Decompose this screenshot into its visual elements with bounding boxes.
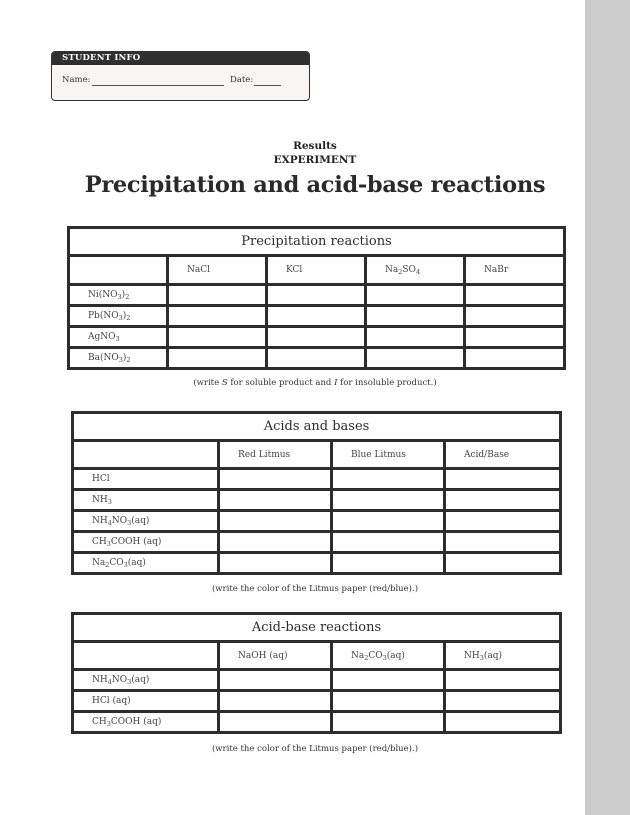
answer-cell[interactable] [445,670,561,691]
precipitation-table [67,226,566,370]
answer-cell[interactable] [445,712,561,733]
answer-cell[interactable] [445,511,561,532]
answer-cell[interactable] [219,469,332,490]
table-row [69,348,565,369]
table-row [73,469,561,490]
column-header-naoh: NaOH (aq) [219,642,332,670]
table-row [69,285,565,306]
answer-cell[interactable] [465,306,565,327]
column-header [73,642,219,670]
table-row [73,712,561,733]
table-row [69,327,565,348]
date-field[interactable] [254,85,281,86]
answer-cell[interactable] [267,285,366,306]
answer-cell[interactable] [332,511,445,532]
table-row [73,532,561,553]
answer-cell[interactable] [219,532,332,553]
table-row [73,511,561,532]
column-header-kcl: KCl [267,256,366,285]
answer-cell[interactable] [267,327,366,348]
row-label-agno3: AgNO$_3$ [69,327,168,348]
answer-cell[interactable] [366,327,465,348]
row-label-ni-no3-2: $Ni(NO_3)_2$ [69,285,168,306]
reactions-note: (write the color of the Litmus paper (red/blue).) [211,744,419,754]
answer-cell[interactable] [332,712,445,733]
litmus-note: (write the color of the Litmus paper (red/blue).) [211,584,419,594]
table-row [73,553,561,574]
column-header-red-litmus: Red Litmus [219,441,332,469]
student-info-header: STUDENT INFO [52,52,309,65]
precipitation-note: (write S for soluble product and I for insoluble product.) [193,378,437,388]
page-title: Precipitation and acid-base reactions [84,172,546,198]
answer-cell[interactable] [445,490,561,511]
right-margin-bar [585,0,630,815]
table-row [69,306,565,327]
acid-base-reactions-caption: Acid-base reactions [73,614,561,642]
answer-cell[interactable] [168,348,267,369]
student-info-box [51,51,310,101]
answer-cell[interactable] [332,670,445,691]
column-header-na2so4: $Na_2SO_4$ [366,256,465,285]
answer-cell[interactable] [219,670,332,691]
answer-cell[interactable] [219,511,332,532]
answer-cell[interactable] [267,306,366,327]
answer-cell[interactable] [445,469,561,490]
column-header-acid-base: Acid/Base [445,441,561,469]
column-header-na2co3: $Na_2CO_3(aq)$ [332,642,445,670]
acid-base-reactions-table [71,612,562,734]
column-header-nabr: NaBr [465,256,565,285]
date-label: Date: [230,75,254,85]
answer-cell[interactable] [366,306,465,327]
answer-cell[interactable] [332,553,445,574]
column-header-nh3: $NH_3(aq)$ [445,642,561,670]
answer-cell[interactable] [219,490,332,511]
answer-cell[interactable] [332,532,445,553]
name-label: Name: [62,75,91,85]
answer-cell[interactable] [168,285,267,306]
answer-cell[interactable] [267,348,366,369]
row-label-ch3cooh: $CH_3COOH$ (aq) [73,532,219,553]
row-label-ba-no3-2: $Ba(NO_3)_2$ [69,348,168,369]
table-row [73,670,561,691]
answer-cell[interactable] [168,306,267,327]
row-label-nh4no3: $NH_4NO_3(aq)$ [73,511,219,532]
section-label: Results [293,140,337,152]
row-label-pb-no3-2: $Pb(NO_3)_2$ [69,306,168,327]
answer-cell[interactable] [332,691,445,712]
answer-cell[interactable] [445,553,561,574]
column-header [73,441,219,469]
row-label-nh4no3: $NH_4NO_3(aq)$ [73,670,219,691]
answer-cell[interactable] [465,327,565,348]
precipitation-caption: Precipitation reactions [69,228,565,256]
answer-cell[interactable] [168,327,267,348]
row-label-na2co3: $Na_2CO_3(aq)$ [73,553,219,574]
answer-cell[interactable] [465,285,565,306]
table-row [73,691,561,712]
answer-cell[interactable] [445,532,561,553]
answer-cell[interactable] [332,490,445,511]
answer-cell[interactable] [219,553,332,574]
table-row [73,490,561,511]
column-header-nacl: NaCl [168,256,267,285]
acids-bases-table [71,411,562,575]
answer-cell[interactable] [366,285,465,306]
row-label-hcl: HCl (aq) [73,691,219,712]
answer-cell[interactable] [332,469,445,490]
row-label-hcl: HCl [73,469,219,490]
answer-cell[interactable] [445,691,561,712]
row-label-ch3cooh: $CH_3COOH$ (aq) [73,712,219,733]
acids-bases-caption: Acids and bases [73,413,561,441]
answer-cell[interactable] [465,348,565,369]
answer-cell[interactable] [219,712,332,733]
column-header [69,256,168,285]
column-header-blue-litmus: Blue Litmus [332,441,445,469]
answer-cell[interactable] [366,348,465,369]
experiment-label: EXPERIMENT [273,154,357,166]
answer-cell[interactable] [219,691,332,712]
row-label-nh3: $NH_3$ [73,490,219,511]
name-field[interactable] [92,85,224,86]
